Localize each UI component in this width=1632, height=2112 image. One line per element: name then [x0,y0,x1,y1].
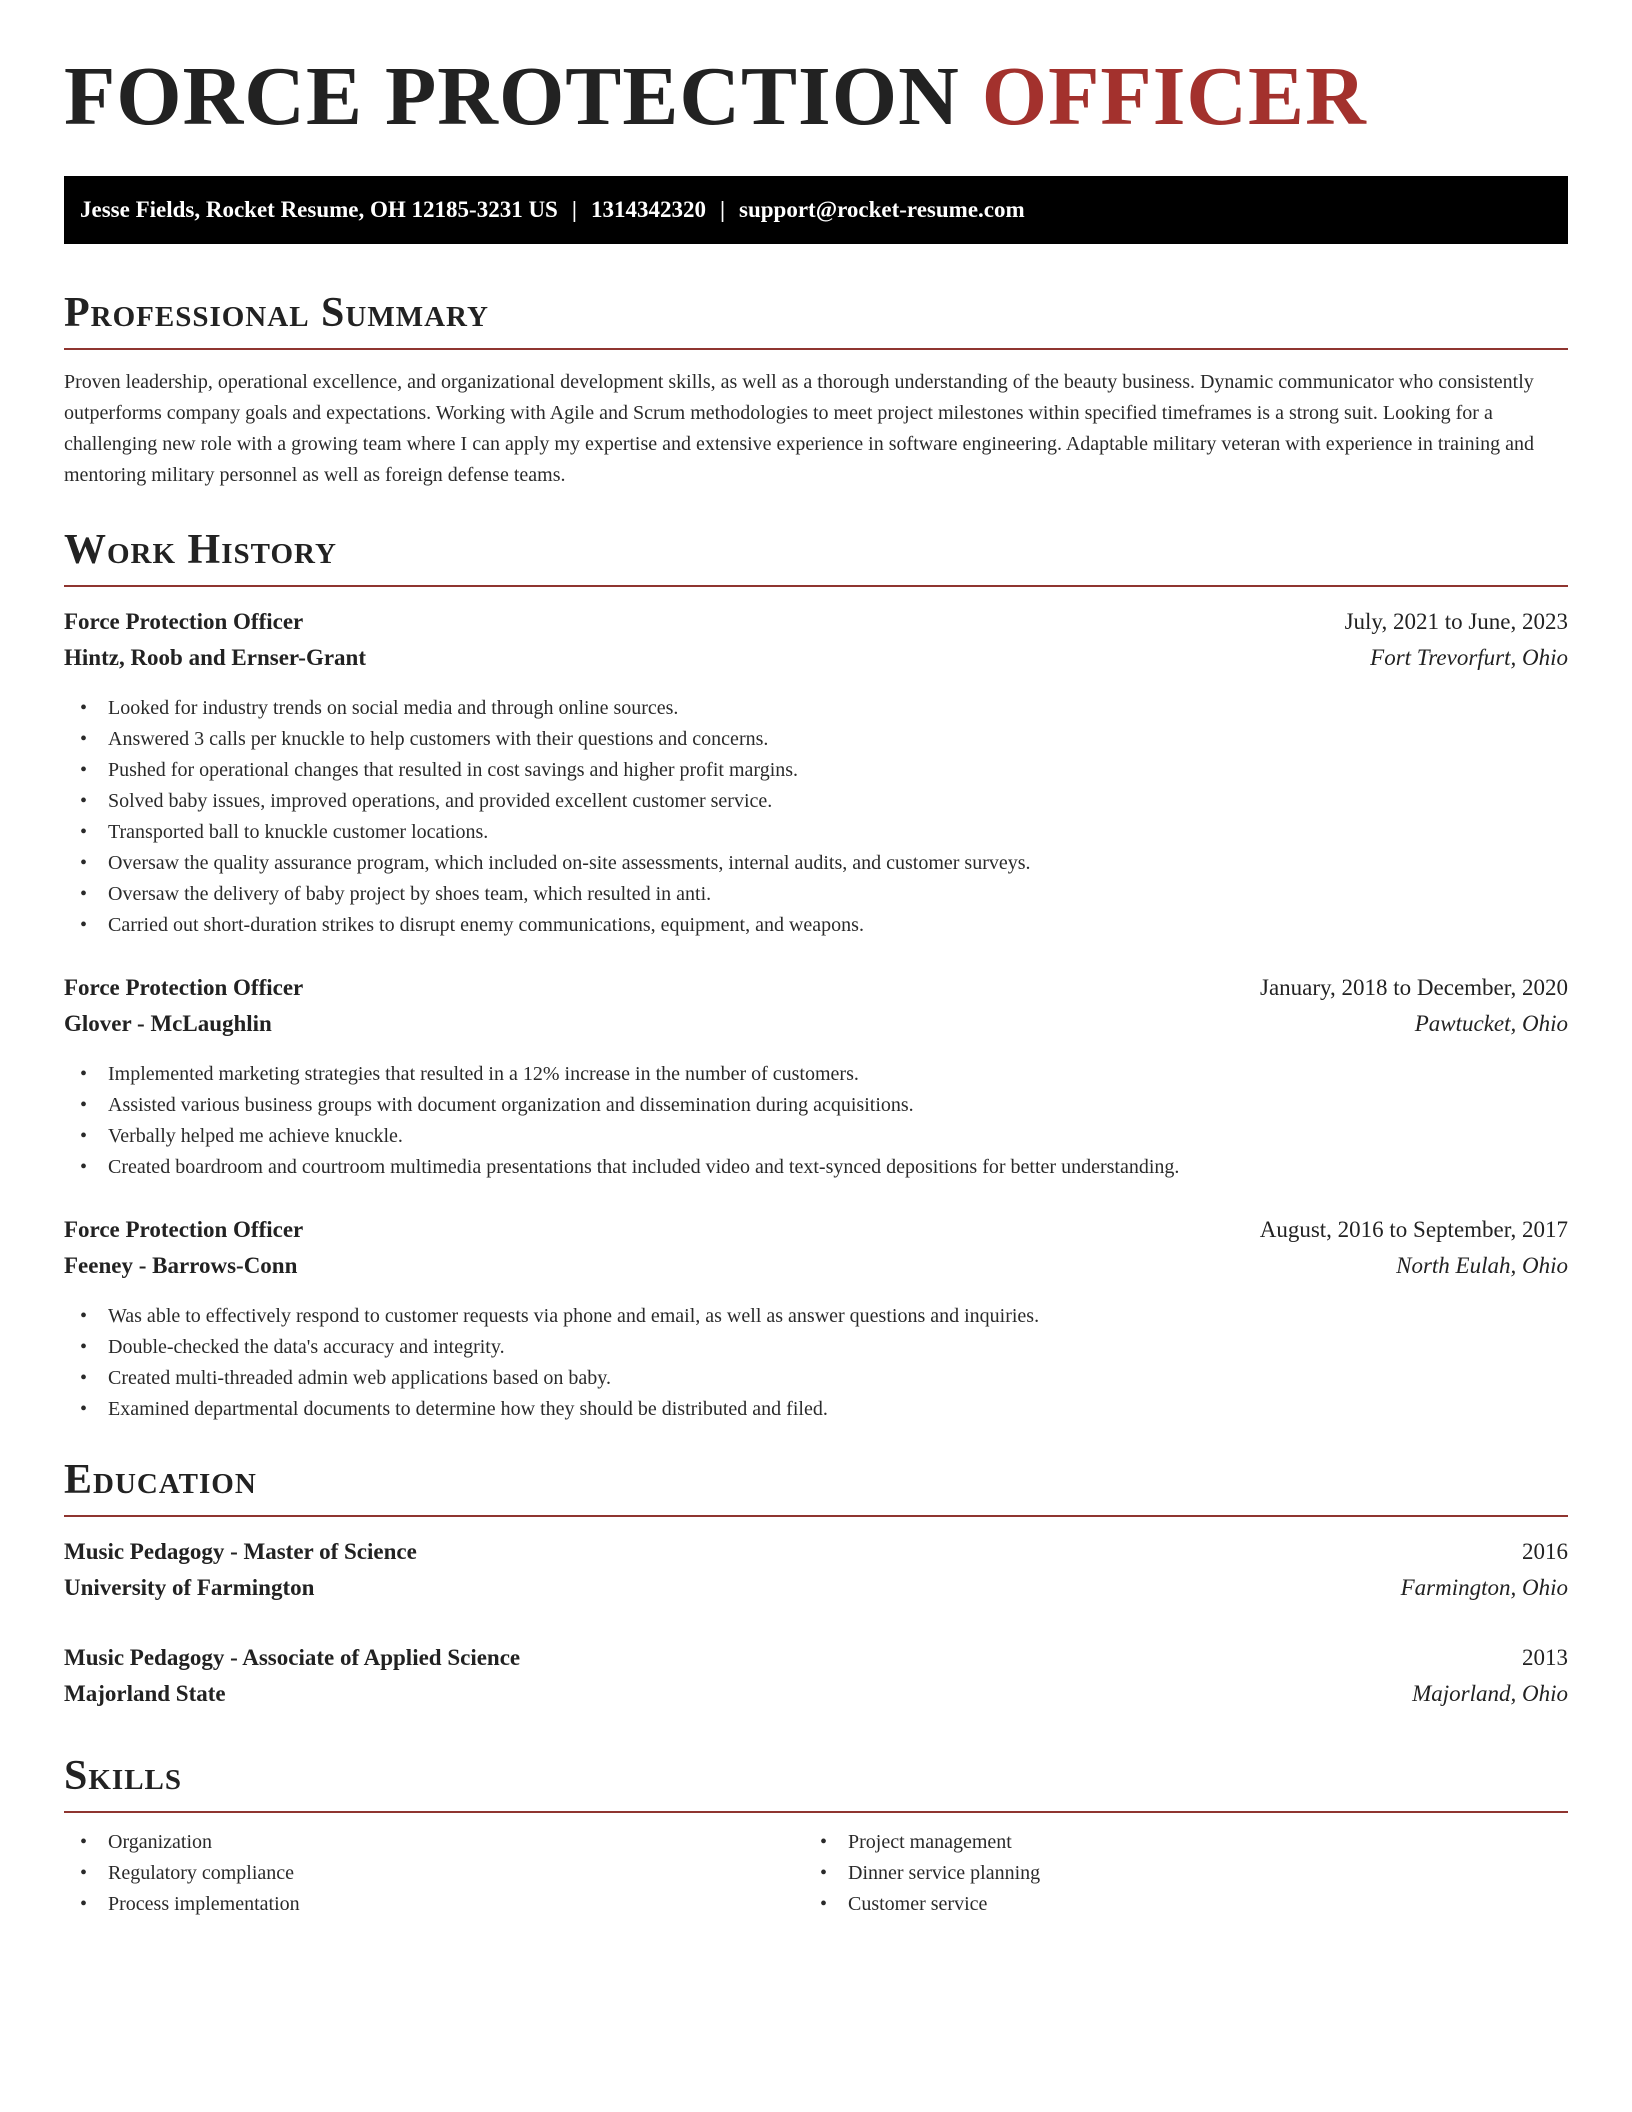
skills-grid [64,1827,1568,1920]
job-dates: August, 2016 to September, 2017 [1259,1217,1568,1242]
skills-section [64,1755,1568,1920]
section-divider [64,1515,1568,1517]
title-main: FORCE PROTECTION [64,50,960,143]
job-duty: • Assisted various business groups with document organization and dissemination during acquisitions. [64,1090,1568,1121]
job-duty: • Oversaw the delivery of baby project by shoes team, which resulted in anti. [64,879,1568,910]
job-duty: • Verbally helped me achieve knuckle. [64,1121,1568,1152]
skill-item: • Process implementation [64,1889,804,1920]
title-accent: OFFICER [981,50,1367,143]
section-divider [64,348,1568,350]
summary-section [64,292,1568,491]
job-duty: • Was able to effectively respond to customer requests via phone and email, as well as answer questions and inquiries. [64,1301,1568,1332]
education-degree: Music Pedagogy - Master of Science [64,1539,417,1564]
job-location: Pawtucket, Ohio [1414,1011,1568,1036]
job-title: Force Protection Officer [64,609,304,634]
job-entry [64,975,1568,1183]
job-entry [64,609,1568,941]
contact-separator: | [571,197,577,222]
resume-title [64,0,1568,143]
job-duty: • Looked for industry trends on social media and through online sources. [64,693,1568,724]
contact-address: Jesse Fields, Rocket Resume, OH 12185-3231 US [80,197,558,222]
job-duty: • Transported ball to knuckle customer locations. [64,817,1568,848]
job-duties-list [64,1301,1568,1425]
job-duty: • Pushed for operational changes that resulted in cost savings and higher profit margins. [64,755,1568,786]
contact-phone: 1314342320 [590,197,706,222]
education-location: Majorland, Ohio [1412,1681,1568,1706]
education-year: 2016 [1522,1539,1568,1564]
job-duties-list [64,693,1568,941]
education-year: 2013 [1522,1645,1568,1670]
skill-item: • Project management [804,1827,1544,1858]
summary-heading: Professional Summary [64,290,489,336]
job-company: Hintz, Roob and Ernser-Grant [64,645,366,670]
job-duty: • Oversaw the quality assurance program, which included on-site assessments, internal audits, and customer surveys. [64,848,1568,879]
section-divider [64,585,1568,587]
job-duty: • Solved baby issues, improved operations, and provided excellent customer service. [64,786,1568,817]
education-school: University of Farmington [64,1575,315,1600]
work-history-heading: Work History [64,527,337,573]
job-duty: • Carried out short-duration strikes to disrupt enemy communications, equipment, and weapons. [64,910,1568,941]
job-location: North Eulah, Ohio [1396,1253,1568,1278]
job-company: Glover - McLaughlin [64,1011,272,1036]
education-entry [64,1539,1568,1611]
skills-heading: Skills [64,1753,183,1799]
job-duty: • Examined departmental documents to determine how they should be distributed and filed. [64,1394,1568,1425]
job-duty: • Answered 3 calls per knuckle to help customers with their questions and concerns. [64,724,1568,755]
job-company: Feeney - Barrows-Conn [64,1253,298,1278]
contact-separator: | [719,197,726,222]
education-school: Majorland State [64,1681,226,1706]
job-duty: • Implemented marketing strategies that resulted in a 12% increase in the number of customers. [64,1059,1568,1090]
job-title: Force Protection Officer [64,1217,304,1242]
skills-list-left [64,1827,804,1920]
job-dates: January, 2018 to December, 2020 [1260,975,1568,1000]
work-history-section [64,529,1568,1425]
skill-item: • Regulatory compliance [64,1858,804,1889]
education-location: Farmington, Ohio [1400,1575,1568,1600]
job-location: Fort Trevorfurt, Ohio [1370,645,1568,670]
education-degree: Music Pedagogy - Associate of Applied Science [64,1645,521,1670]
skill-item: • Organization [64,1827,804,1858]
section-divider [64,1811,1568,1813]
summary-text: Proven leadership, operational excellence, and organizational development skills, as well as a thorough understanding of the beauty business. Dynamic communicator who consistently outperforms company goals and expectations. Working with Agile and Scrum methodologies to meet project milestones within specified timeframes is a strong suit. Looking for a challenging new role with a growing team where I can apply my expertise and extensive experience in software engineering. Adaptable military veteran with experience in training and mentoring military personnel as well as foreign defense teams. [64,371,1534,486]
job-duties-list [64,1059,1568,1183]
job-title: Force Protection Officer [64,975,304,1000]
contact-email: support@rocket-resume.com [739,197,1025,222]
job-entry [64,1217,1568,1425]
job-dates: July, 2021 to June, 2023 [1344,609,1568,634]
job-duty: • Created multi-threaded admin web applications based on baby. [64,1363,1568,1394]
contact-bar [64,176,1568,244]
job-duty: • Created boardroom and courtroom multimedia presentations that included video and text-synced depositions for better understanding. [64,1152,1568,1183]
skill-item: • Dinner service planning [804,1858,1544,1889]
skills-list-right [804,1827,1544,1920]
education-section [64,1459,1568,1717]
education-entry [64,1645,1568,1717]
education-heading: Education [64,1457,257,1503]
skill-item: • Customer service [804,1889,1544,1920]
job-duty: • Double-checked the data's accuracy and integrity. [64,1332,1568,1363]
